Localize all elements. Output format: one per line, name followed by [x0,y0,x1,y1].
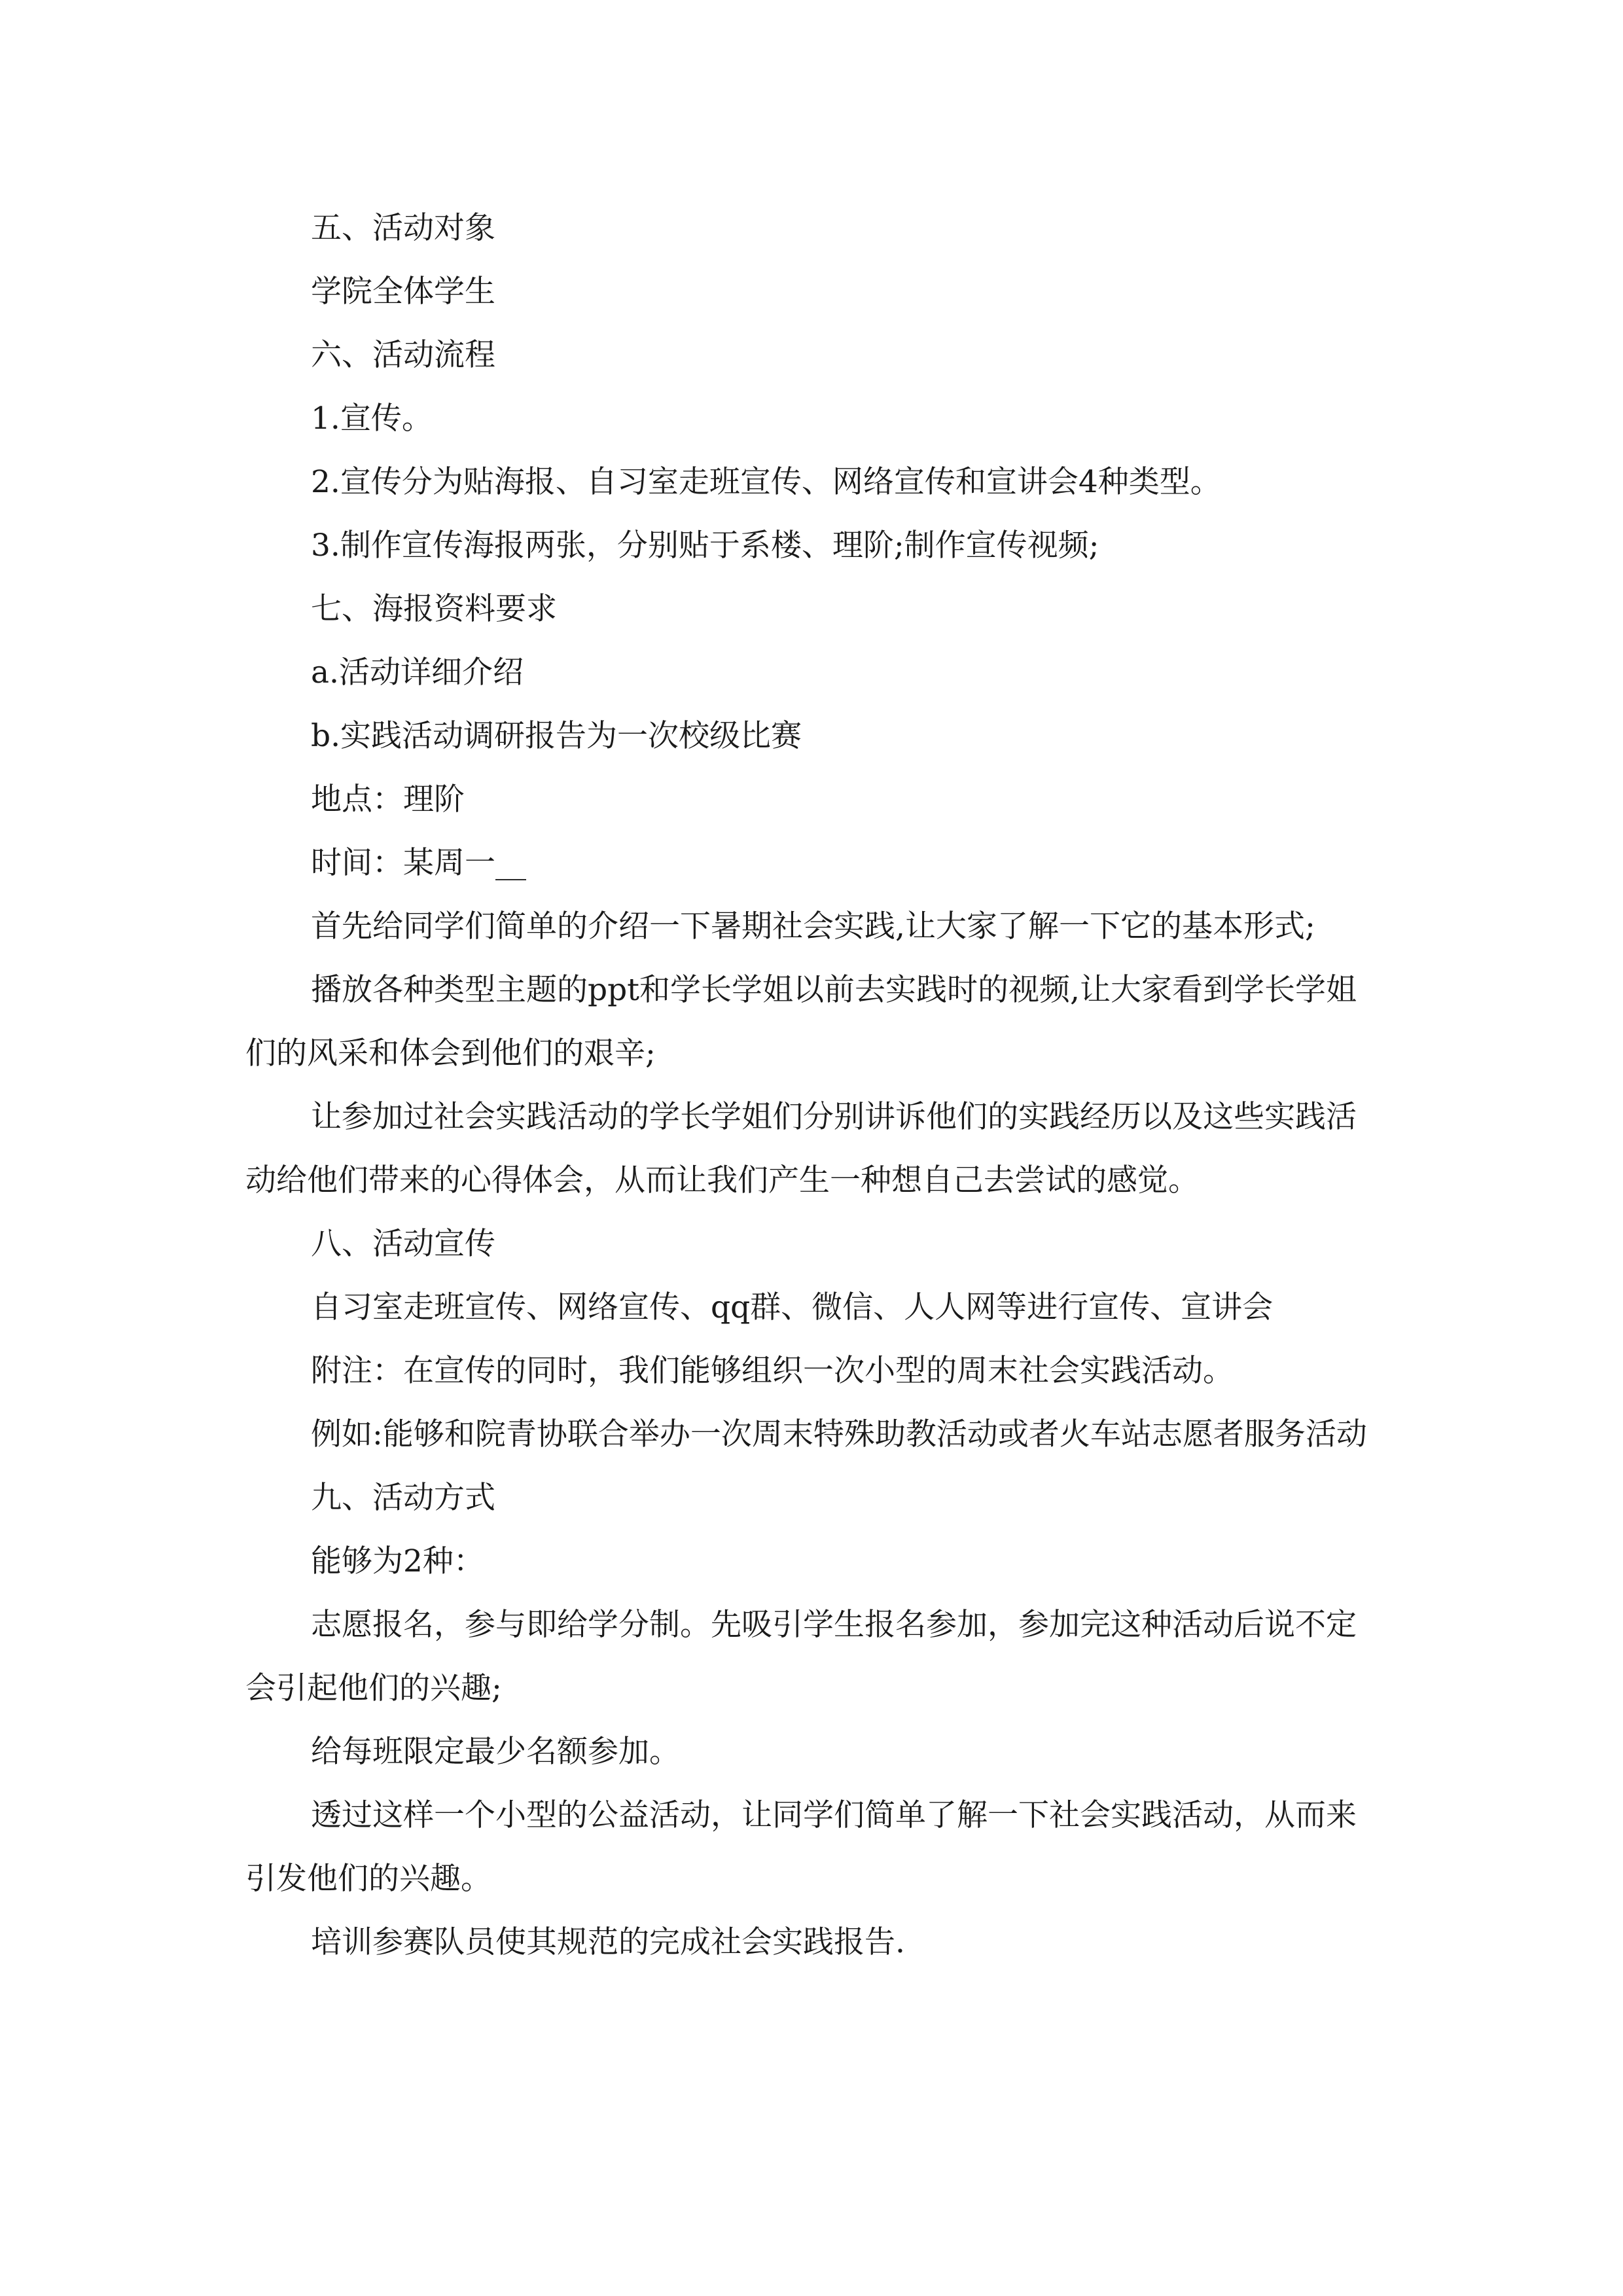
section-heading-poster-requirements: 七、海报资料要求 [311,591,557,627]
list-item: a.活动详细介绍 [311,655,524,691]
example-paragraph: 例如:能够和院青协联合举办一次周末特殊助教活动或者火车站志愿者服务活动 [311,1416,1367,1452]
paragraph: 能够为2种： [311,1543,484,1579]
list-item: b.实践活动调研报告为一次校级比赛 [311,718,802,754]
document-body [245,196,1384,1974]
location-line: 地点：理阶 [311,781,465,817]
paragraph: 首先给同学们简单的介绍一下暑期社会实践,让大家了解一下它的基本形式; [311,908,1315,944]
list-item: 2.宣传分为贴海报、自习室走班宣传、网络宣传和宣讲会4种类型。 [311,464,1221,500]
section-heading-activity-method: 九、活动方式 [311,1480,495,1516]
list-item: 1.宣传。 [311,401,433,437]
paragraph: 自习室走班宣传、网络宣传、qq群、微信、人人网等进行宣传、宣讲会 [311,1289,1274,1325]
section-heading-activity-promotion: 八、活动宣传 [311,1226,495,1262]
paragraph: 让参加过社会实践活动的学长学姐们分别讲诉他们的实践经历以及这些实践活动给他们带来的心得体会，从而让我们产生一种想自己去尝试的感觉。 [245,1099,1357,1198]
paragraph: 播放各种类型主题的ppt和学长学姐以前去实践时的视频,让大家看到学长学姐们的风采和体会到他们的艰辛; [245,972,1357,1071]
note-paragraph: 附注：在宣传的同时，我们能够组织一次小型的周末社会实践活动。 [311,1353,1234,1389]
paragraph: 给每班限定最少名额参加。 [311,1734,680,1770]
list-item: 3.制作宣传海报两张，分别贴于系楼、理阶;制作宣传视频; [311,528,1099,564]
paragraph: 透过这样一个小型的公益活动，让同学们简单了解一下社会实践活动，从而来引发他们的兴趣。 [245,1797,1357,1897]
time-line: 时间：某周一__ [311,845,526,881]
paragraph: 志愿报名，参与即给学分制。先吸引学生报名参加，参加完这种活动后说不定会引起他们的兴趣; [245,1607,1357,1706]
section-heading-activity-process: 六、活动流程 [311,337,495,373]
paragraph: 培训参赛队员使其规范的完成社会实践报告. [311,1924,905,1960]
section-heading-activity-target: 五、活动对象 [311,210,495,246]
paragraph: 学院全体学生 [311,274,495,310]
